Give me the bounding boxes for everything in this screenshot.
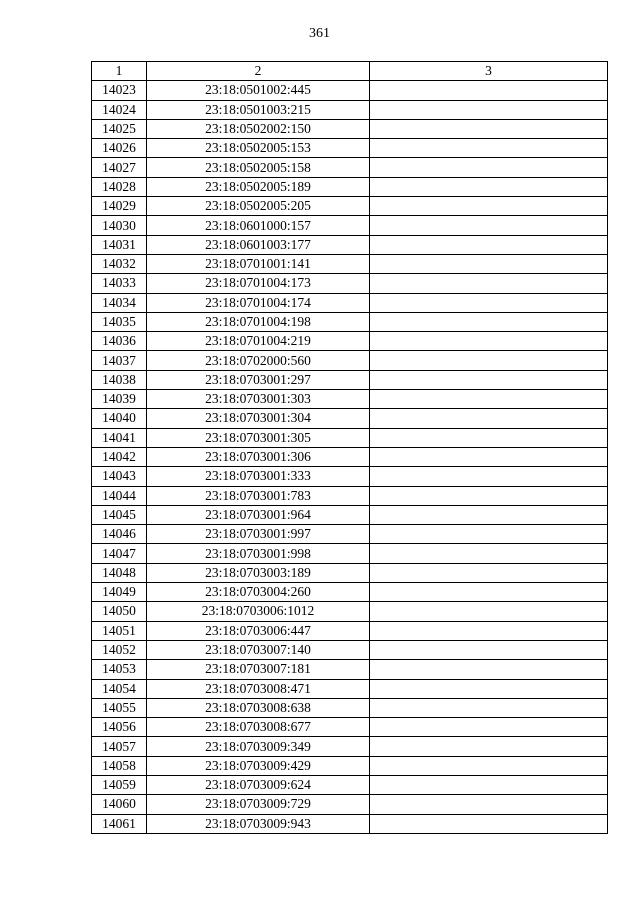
- row-number-cell: 14023: [92, 81, 147, 100]
- table-row: [92, 370, 608, 389]
- row-number-cell: 14032: [92, 254, 147, 273]
- table-row: [92, 698, 608, 717]
- table-row: [92, 81, 608, 100]
- table-row: [92, 293, 608, 312]
- table-row: [92, 254, 608, 273]
- table-row: [92, 235, 608, 254]
- notes-cell: [370, 563, 608, 582]
- table-row: [92, 428, 608, 447]
- notes-cell: [370, 254, 608, 273]
- row-number-cell: 14040: [92, 409, 147, 428]
- cadastral-number-cell: 23:18:0703007:181: [147, 660, 370, 679]
- row-number-cell: 14024: [92, 100, 147, 119]
- notes-cell: [370, 216, 608, 235]
- row-number-cell: 14027: [92, 158, 147, 177]
- row-number-cell: 14039: [92, 390, 147, 409]
- notes-cell: [370, 640, 608, 659]
- cadastral-number-cell: 23:18:0703008:471: [147, 679, 370, 698]
- table-row: [92, 505, 608, 524]
- row-number-cell: 14048: [92, 563, 147, 582]
- table-row: [92, 119, 608, 138]
- row-number-cell: 14042: [92, 447, 147, 466]
- cadastral-number-cell: 23:18:0703006:447: [147, 621, 370, 640]
- cadastral-number-cell: 23:18:0703001:964: [147, 505, 370, 524]
- notes-cell: [370, 660, 608, 679]
- table-row: [92, 563, 608, 582]
- row-number-cell: 14044: [92, 486, 147, 505]
- row-number-cell: 14037: [92, 351, 147, 370]
- notes-cell: [370, 293, 608, 312]
- row-number-cell: 14046: [92, 525, 147, 544]
- table-row: [92, 332, 608, 351]
- cadastral-number-cell: 23:18:0601000:157: [147, 216, 370, 235]
- row-number-cell: 14051: [92, 621, 147, 640]
- row-number-cell: 14054: [92, 679, 147, 698]
- table-row: [92, 467, 608, 486]
- row-number-cell: 14030: [92, 216, 147, 235]
- table-row: [92, 139, 608, 158]
- cadastral-number-cell: 23:18:0703001:783: [147, 486, 370, 505]
- column-header-1: 1: [92, 62, 147, 81]
- table-row: [92, 486, 608, 505]
- notes-cell: [370, 428, 608, 447]
- table-row: [92, 814, 608, 833]
- cadastral-number-cell: 23:18:0502005:189: [147, 177, 370, 196]
- table-row: [92, 216, 608, 235]
- table-row: [92, 409, 608, 428]
- cadastral-number-cell: 23:18:0703008:638: [147, 698, 370, 717]
- notes-cell: [370, 158, 608, 177]
- cadastral-number-cell: 23:18:0601003:177: [147, 235, 370, 254]
- cadastral-number-cell: 23:18:0703009:943: [147, 814, 370, 833]
- table-header: [92, 62, 608, 81]
- cadastral-number-cell: 23:18:0703001:304: [147, 409, 370, 428]
- table-row: [92, 100, 608, 119]
- notes-cell: [370, 718, 608, 737]
- notes-cell: [370, 756, 608, 775]
- page-number: 361: [309, 26, 330, 41]
- row-number-cell: 14035: [92, 312, 147, 331]
- notes-cell: [370, 100, 608, 119]
- notes-cell: [370, 119, 608, 138]
- row-number-cell: 14049: [92, 583, 147, 602]
- cadastral-number-cell: 23:18:0703001:306: [147, 447, 370, 466]
- column-header-2: 2: [147, 62, 370, 81]
- notes-cell: [370, 698, 608, 717]
- row-number-cell: 14029: [92, 197, 147, 216]
- cadastral-number-cell: 23:18:0501002:445: [147, 81, 370, 100]
- table-row: [92, 390, 608, 409]
- row-number-cell: 14036: [92, 332, 147, 351]
- table-row: [92, 737, 608, 756]
- row-number-cell: 14057: [92, 737, 147, 756]
- cadastral-number-cell: 23:18:0703001:997: [147, 525, 370, 544]
- notes-cell: [370, 409, 608, 428]
- table-row: [92, 621, 608, 640]
- cadastral-number-cell: 23:18:0703009:429: [147, 756, 370, 775]
- cadastral-number-cell: 23:18:0703004:260: [147, 583, 370, 602]
- notes-cell: [370, 486, 608, 505]
- table-row: [92, 583, 608, 602]
- cadastral-number-cell: 23:18:0703009:349: [147, 737, 370, 756]
- cadastral-number-cell: 23:18:0703006:1012: [147, 602, 370, 621]
- table-row: [92, 197, 608, 216]
- row-number-cell: 14025: [92, 119, 147, 138]
- cadastral-number-cell: 23:18:0501003:215: [147, 100, 370, 119]
- table-row: [92, 679, 608, 698]
- cadastral-number-cell: 23:18:0703008:677: [147, 718, 370, 737]
- row-number-cell: 14033: [92, 274, 147, 293]
- table-row: [92, 351, 608, 370]
- row-number-cell: 14050: [92, 602, 147, 621]
- cadastral-number-cell: 23:18:0703001:333: [147, 467, 370, 486]
- notes-cell: [370, 197, 608, 216]
- cadastral-number-cell: 23:18:0703007:140: [147, 640, 370, 659]
- row-number-cell: 14034: [92, 293, 147, 312]
- notes-cell: [370, 505, 608, 524]
- table-row: [92, 312, 608, 331]
- table-row: [92, 274, 608, 293]
- column-header-3: 3: [370, 62, 608, 81]
- cadastral-number-cell: 23:18:0502005:158: [147, 158, 370, 177]
- notes-cell: [370, 737, 608, 756]
- notes-cell: [370, 525, 608, 544]
- table-row: [92, 177, 608, 196]
- cadastral-number-cell: 23:18:0502002:150: [147, 119, 370, 138]
- table-row: [92, 660, 608, 679]
- row-number-cell: 14060: [92, 795, 147, 814]
- cadastral-register-table: [91, 61, 608, 834]
- cadastral-number-cell: 23:18:0703001:297: [147, 370, 370, 389]
- cadastral-number-cell: 23:18:0701004:198: [147, 312, 370, 331]
- cadastral-number-cell: 23:18:0702000:560: [147, 351, 370, 370]
- cadastral-number-cell: 23:18:0701004:173: [147, 274, 370, 293]
- cadastral-number-cell: 23:18:0703009:729: [147, 795, 370, 814]
- notes-cell: [370, 370, 608, 389]
- header-row: [92, 62, 608, 81]
- cadastral-number-cell: 23:18:0703001:305: [147, 428, 370, 447]
- table-row: [92, 447, 608, 466]
- notes-cell: [370, 795, 608, 814]
- row-number-cell: 14038: [92, 370, 147, 389]
- notes-cell: [370, 312, 608, 331]
- table-row: [92, 602, 608, 621]
- row-number-cell: 14045: [92, 505, 147, 524]
- notes-cell: [370, 235, 608, 254]
- row-number-cell: 14059: [92, 775, 147, 794]
- row-number-cell: 14043: [92, 467, 147, 486]
- row-number-cell: 14028: [92, 177, 147, 196]
- cadastral-number-cell: 23:18:0701004:219: [147, 332, 370, 351]
- cadastral-number-cell: 23:18:0703009:624: [147, 775, 370, 794]
- notes-cell: [370, 544, 608, 563]
- row-number-cell: 14052: [92, 640, 147, 659]
- notes-cell: [370, 467, 608, 486]
- row-number-cell: 14058: [92, 756, 147, 775]
- cadastral-number-cell: 23:18:0701001:141: [147, 254, 370, 273]
- notes-cell: [370, 274, 608, 293]
- table-row: [92, 525, 608, 544]
- row-number-cell: 14056: [92, 718, 147, 737]
- notes-cell: [370, 390, 608, 409]
- row-number-cell: 14026: [92, 139, 147, 158]
- notes-cell: [370, 447, 608, 466]
- notes-cell: [370, 814, 608, 833]
- notes-cell: [370, 81, 608, 100]
- notes-cell: [370, 139, 608, 158]
- table-row: [92, 544, 608, 563]
- table-row: [92, 795, 608, 814]
- notes-cell: [370, 602, 608, 621]
- notes-cell: [370, 775, 608, 794]
- table-row: [92, 158, 608, 177]
- row-number-cell: 14053: [92, 660, 147, 679]
- table-row: [92, 718, 608, 737]
- cadastral-number-cell: 23:18:0703001:998: [147, 544, 370, 563]
- table-row: [92, 640, 608, 659]
- row-number-cell: 14041: [92, 428, 147, 447]
- cadastral-number-cell: 23:18:0502005:153: [147, 139, 370, 158]
- notes-cell: [370, 679, 608, 698]
- row-number-cell: 14047: [92, 544, 147, 563]
- notes-cell: [370, 351, 608, 370]
- table-row: [92, 756, 608, 775]
- notes-cell: [370, 583, 608, 602]
- row-number-cell: 14061: [92, 814, 147, 833]
- notes-cell: [370, 177, 608, 196]
- cadastral-number-cell: 23:18:0502005:205: [147, 197, 370, 216]
- table-body: [92, 81, 608, 834]
- cadastral-number-cell: 23:18:0703003:189: [147, 563, 370, 582]
- row-number-cell: 14055: [92, 698, 147, 717]
- table-row: [92, 775, 608, 794]
- cadastral-number-cell: 23:18:0703001:303: [147, 390, 370, 409]
- notes-cell: [370, 621, 608, 640]
- cadastral-number-cell: 23:18:0701004:174: [147, 293, 370, 312]
- row-number-cell: 14031: [92, 235, 147, 254]
- notes-cell: [370, 332, 608, 351]
